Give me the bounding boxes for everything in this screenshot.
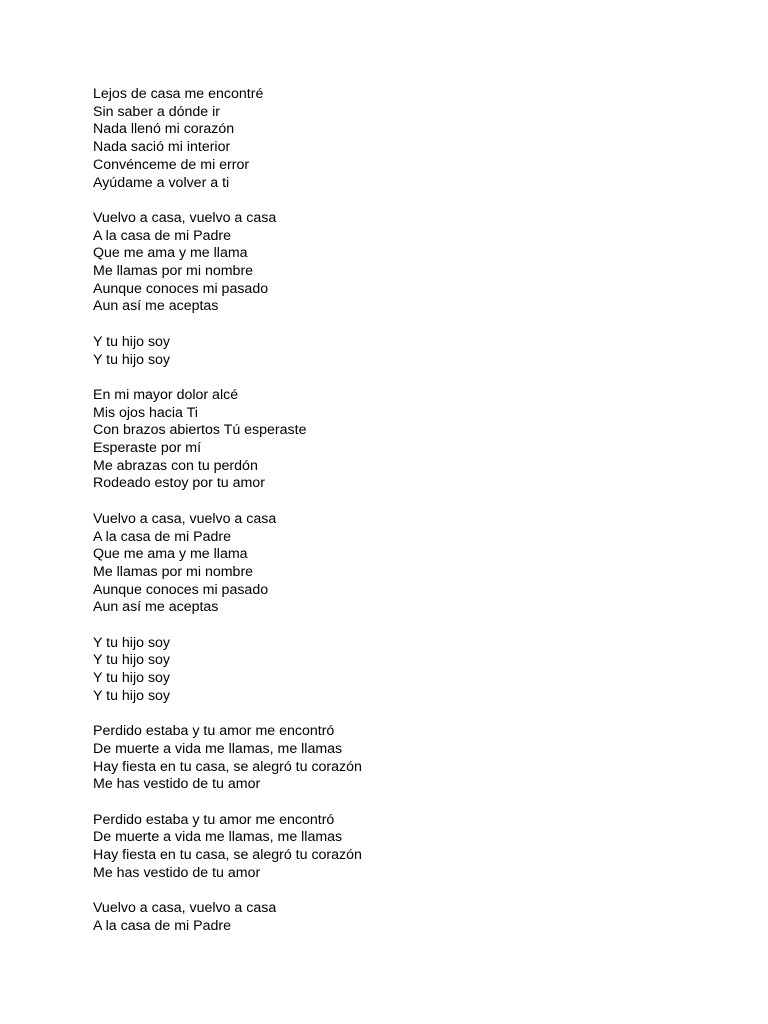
stanza-2 <box>93 210 733 316</box>
lyric-line: Y tu hijo soy <box>93 351 171 368</box>
lyric-line: Me llamas por mi nombre <box>93 563 254 580</box>
lyric-line: Aun así me aceptas <box>93 599 219 616</box>
lyric-line: Nada sació mi interior <box>93 139 231 156</box>
lyric-line: Con brazos abiertos Tú esperaste <box>93 422 307 439</box>
lyric-line: Perdido estaba y tu amor me encontró <box>93 723 335 740</box>
lyric-line: Lejos de casa me encontré <box>93 86 264 102</box>
lyric-line: Convénceme de mi error <box>93 156 250 173</box>
lyric-line: Hay fiesta en tu casa, se alegró tu corazón <box>93 847 362 864</box>
lyric-line: Me has vestido de tu amor <box>93 864 261 881</box>
lyric-line: Me llamas por mi nombre <box>93 263 254 280</box>
stanza-3 <box>93 334 733 369</box>
lyric-line: Y tu hijo soy <box>93 687 171 704</box>
lyric-line: Que me ama y me llama <box>93 245 248 262</box>
stanza-5 <box>93 511 733 617</box>
lyric-line: Rodeado estoy por tu amor <box>93 475 265 492</box>
lyric-line: Que me ama y me llama <box>93 546 248 563</box>
lyric-line: Aunque conoces mi pasado <box>93 280 269 297</box>
lyric-line: Vuelvo a casa, vuelvo a casa <box>93 900 277 917</box>
lyric-line: De muerte a vida me llamas, me llamas <box>93 829 343 846</box>
stanza-8 <box>93 812 733 883</box>
lyric-line: A la casa de mi Padre <box>93 528 232 545</box>
stanza-4 <box>93 387 733 493</box>
lyric-line: Aun así me aceptas <box>93 298 219 315</box>
lyric-line: Y tu hijo soy <box>93 333 171 350</box>
lyric-line: Sin saber a dónde ir <box>93 103 220 120</box>
lyric-line: Me has vestido de tu amor <box>93 776 261 793</box>
lyric-line: Y tu hijo soy <box>93 670 171 687</box>
lyric-line: Hay fiesta en tu casa, se alegró tu corazón <box>93 758 362 775</box>
lyric-line: Me abrazas con tu perdón <box>93 457 258 474</box>
lyric-line: Nada llenó mi corazón <box>93 121 235 138</box>
stanza-1 <box>93 86 733 192</box>
lyric-line: A la casa de mi Padre <box>93 227 232 244</box>
lyric-line: Ayúdame a volver a ti <box>93 174 230 191</box>
lyric-line: Vuelvo a casa, vuelvo a casa <box>93 510 277 527</box>
lyric-line: En mi mayor dolor alcé <box>93 386 239 403</box>
lyric-line: A la casa de mi Padre <box>93 917 232 934</box>
stanza-9 <box>93 900 733 935</box>
lyric-line: Y tu hijo soy <box>93 634 171 651</box>
lyric-line: Perdido estaba y tu amor me encontró <box>93 811 335 828</box>
stanza-7 <box>93 723 733 794</box>
lyric-line: De muerte a vida me llamas, me llamas <box>93 740 343 757</box>
lyric-line: Aunque conoces mi pasado <box>93 581 269 598</box>
lyric-line: Esperaste por mí <box>93 440 202 457</box>
document-page <box>93 86 733 953</box>
lyric-line: Vuelvo a casa, vuelvo a casa <box>93 209 277 226</box>
lyric-line: Y tu hijo soy <box>93 652 171 669</box>
lyric-line: Mis ojos hacia Ti <box>93 404 198 421</box>
stanza-6 <box>93 635 733 706</box>
